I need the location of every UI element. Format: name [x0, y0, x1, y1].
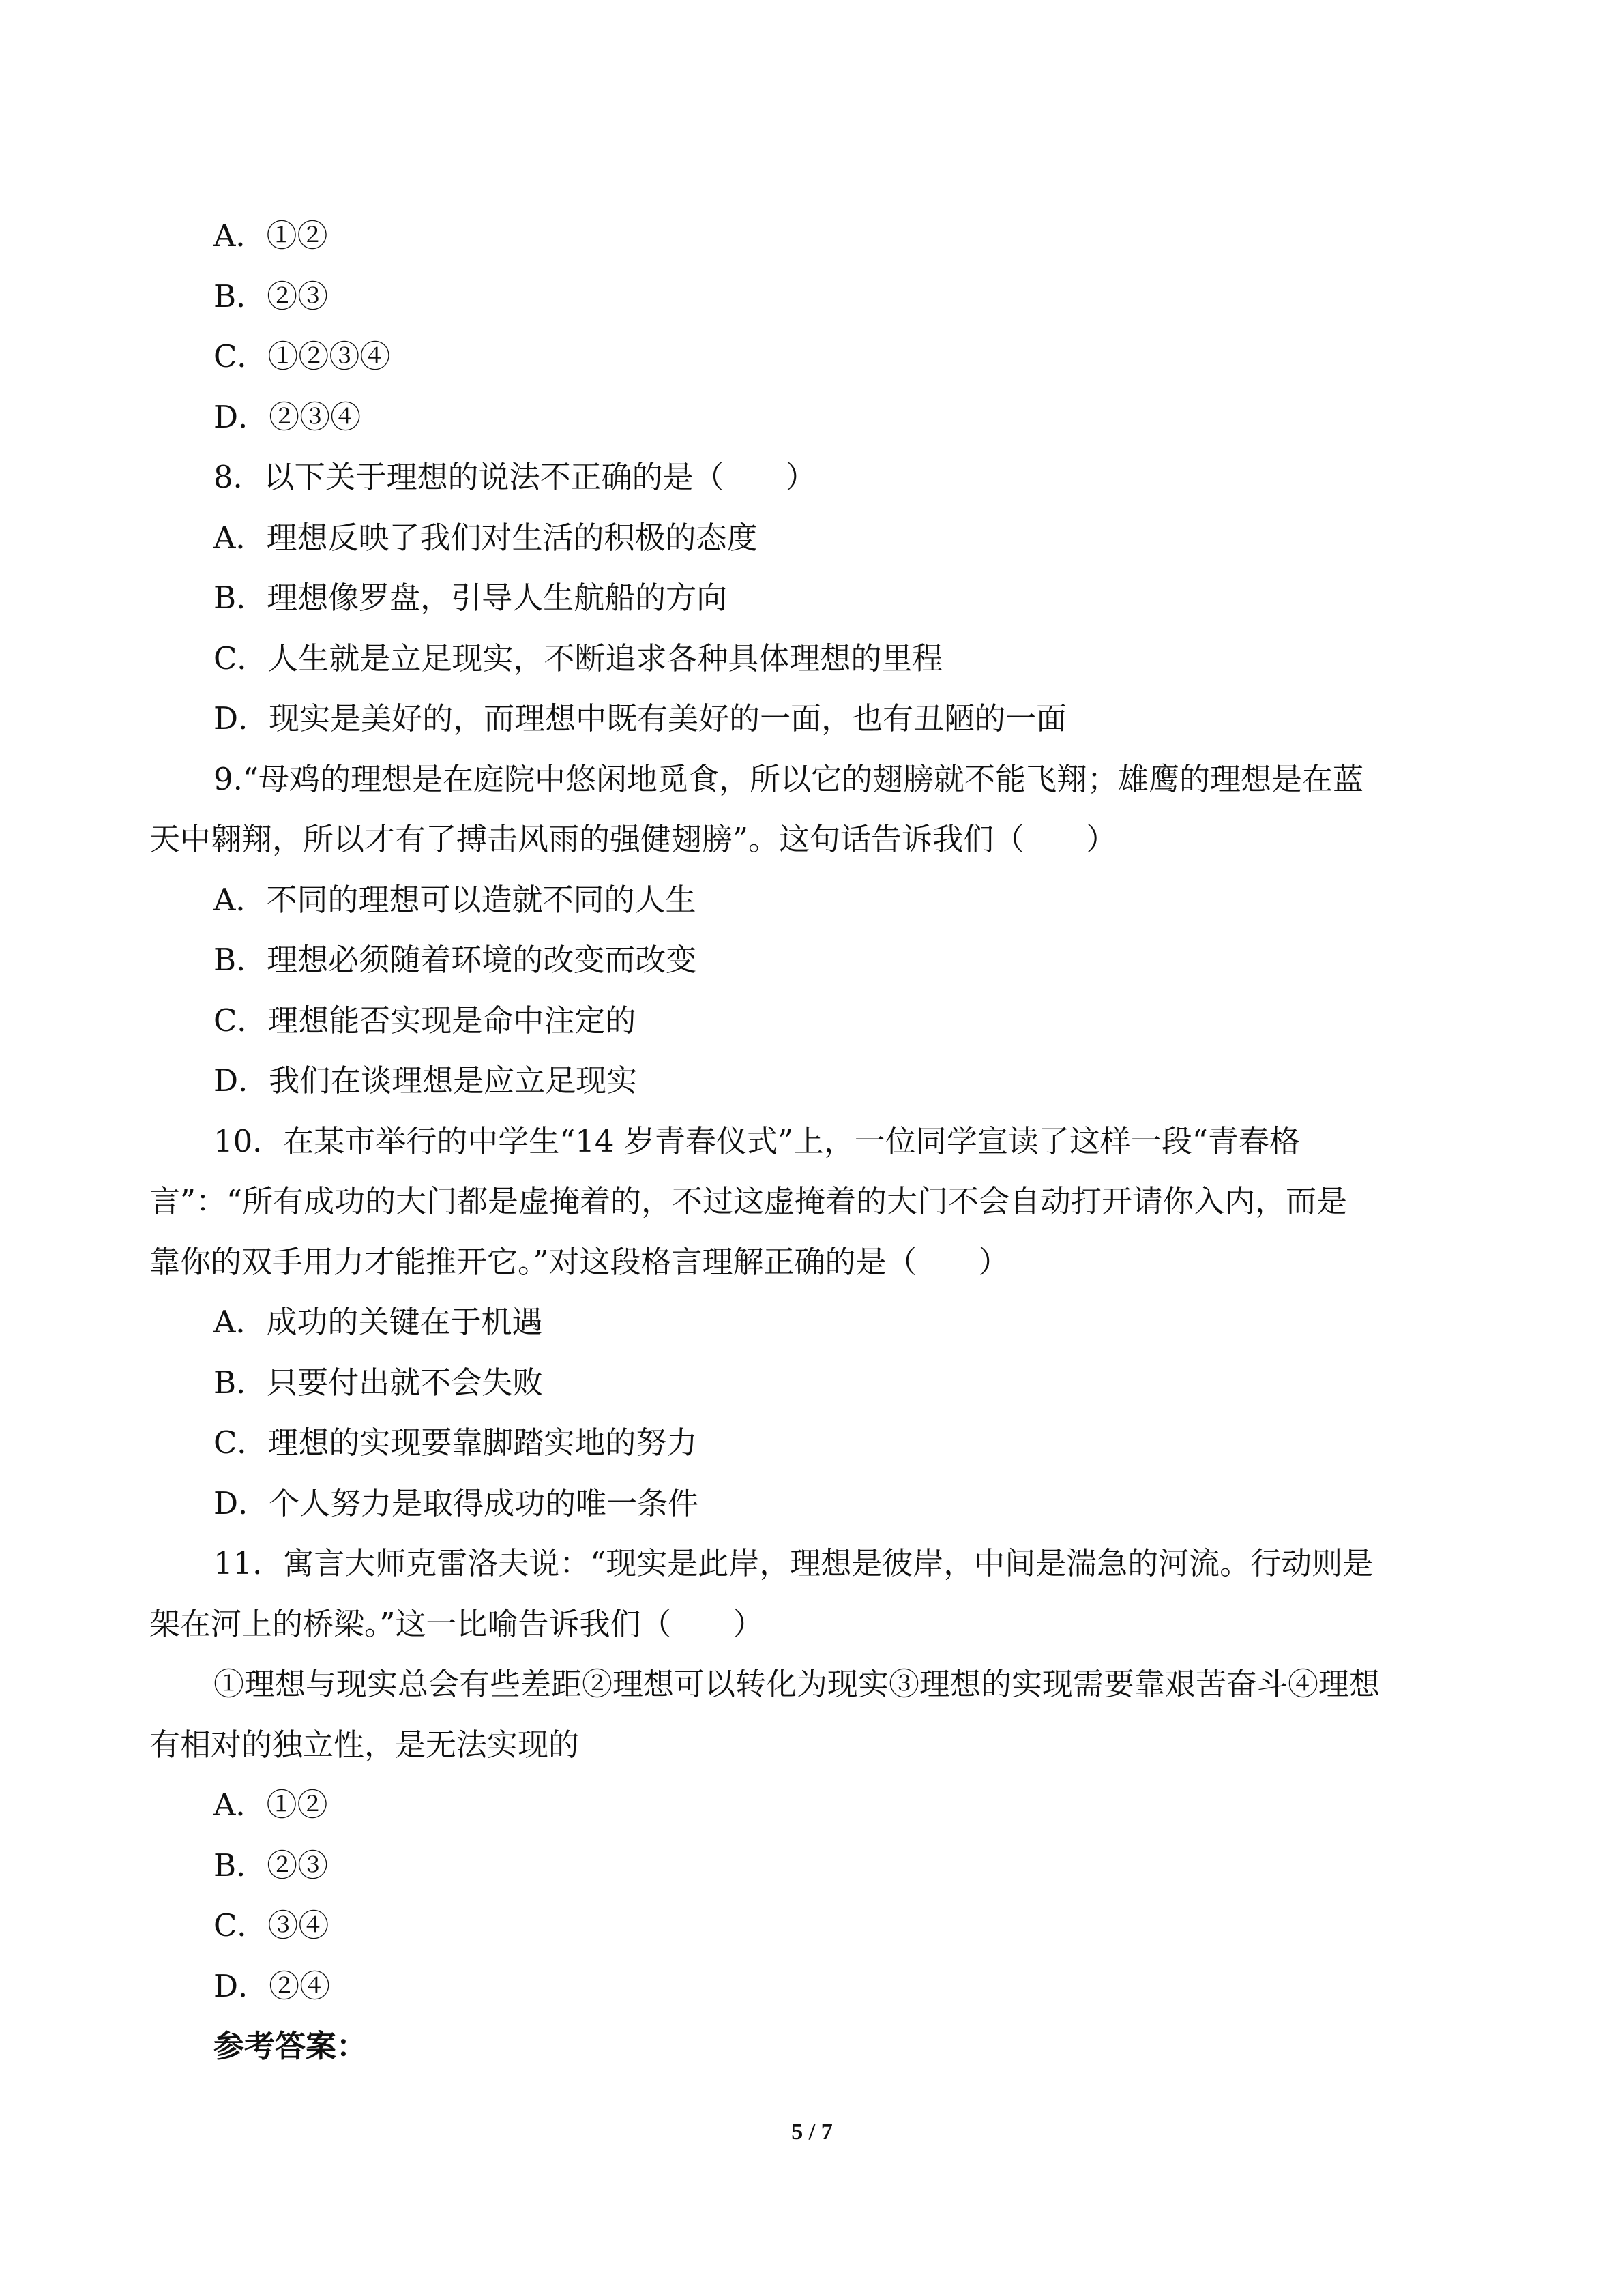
- answer-option: D．个人努力是取得成功的唯一条件: [213, 1485, 699, 1521]
- answer-option: B．②③: [213, 1847, 329, 1883]
- question-content: [149, 206, 1473, 2077]
- answer-option: A．①②: [213, 1787, 328, 1823]
- answer-option: A．不同的理想可以造就不同的人生: [213, 881, 696, 918]
- answer-option: A．理想反映了我们对生活的积极的态度: [213, 519, 758, 556]
- question-text: 8．以下关于理想的说法不正确的是（ ）: [213, 459, 816, 495]
- answer-heading: 参考答案：: [213, 2028, 368, 2064]
- question-text: 10．在某市举行的中学生“14 岁青春仪式”上，一位同学宣读了这样一段“青春格: [213, 1122, 1300, 1159]
- answer-option: C．理想的实现要靠脚踏实地的努力: [213, 1425, 698, 1461]
- question-text-continued: 有相对的独立性，是无法实现的: [149, 1726, 580, 1763]
- answer-option: A．①②: [213, 218, 328, 254]
- question-text-continued: 天中翱翔，所以才有了搏击风雨的强健翅膀”。这句话告诉我们（ ）: [149, 821, 1117, 857]
- answer-option: D．我们在谈理想是应立足现实: [213, 1062, 638, 1099]
- answer-option: C．③④: [213, 1907, 329, 1943]
- answer-option: B．理想像罗盘，引导人生航船的方向: [213, 580, 728, 616]
- answer-option: C．理想能否实现是命中注定的: [213, 1002, 636, 1039]
- answer-option: B．②③: [213, 278, 329, 314]
- answer-option: D．现实是美好的，而理想中既有美好的一面，也有丑陋的一面: [213, 700, 1067, 736]
- answer-option: D．②④: [213, 1967, 331, 2004]
- answer-option: C．①②③④: [213, 338, 391, 374]
- answer-option: B．理想必须随着环境的改变而改变: [213, 942, 697, 978]
- question-text-continued: 言”：“所有成功的大门都是虚掩着的，不过这虚掩着的大门不会自动打开请你入内，而是: [149, 1183, 1348, 1219]
- question-text-continued: 架在河上的桥梁。”这一比喻告诉我们（ ）: [149, 1605, 764, 1642]
- question-text: ①理想与现实总会有些差距②理想可以转化为现实③理想的实现需要靠艰苦奋斗④理想: [213, 1666, 1381, 1702]
- answer-option: C．人生就是立足现实，不断追求各种具体理想的里程: [213, 640, 943, 676]
- answer-option: D．②③④: [213, 398, 361, 435]
- page-number: 5 / 7: [791, 2119, 833, 2145]
- question-text: 9.“母鸡的理想是在庭院中悠闲地觅食，所以它的翅膀就不能飞翔；雄鹰的理想是在蓝: [213, 760, 1363, 797]
- answer-option: B．只要付出就不会失败: [213, 1364, 544, 1401]
- question-text: 11．寓言大师克雷洛夫说：“现实是此岸，理想是彼岸，中间是湍急的河流。行动则是: [213, 1545, 1374, 1581]
- answer-option: A．成功的关键在于机遇: [213, 1304, 543, 1340]
- question-text-continued: 靠你的双手用力才能推开它。”对这段格言理解正确的是（ ）: [149, 1243, 1009, 1280]
